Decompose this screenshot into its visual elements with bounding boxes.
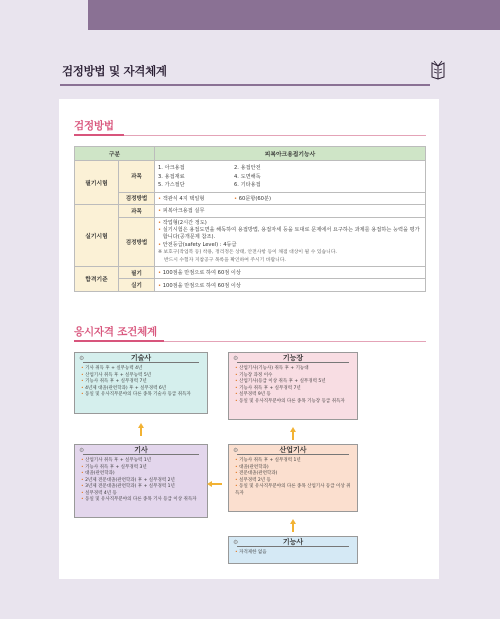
list-item: • 기능사 취득 후 + 실무경력 3년	[81, 465, 201, 472]
list-item: • 4년제 대졸(관련학과) 후 + 실무경력 6년	[81, 386, 201, 393]
arrow-up-icon-stem	[292, 524, 294, 532]
exam-section-title: 검정방법	[74, 120, 114, 132]
list-item: • 대졸(관련학과)	[81, 471, 201, 478]
qual-box-master	[74, 352, 208, 414]
list-item: • 자격제한 없음	[235, 550, 351, 557]
table-col-label: 구분	[75, 147, 155, 161]
qual-box-engineer	[74, 444, 208, 518]
written-group-label: 필기시험	[75, 160, 119, 205]
list-item: 3. 용접재료	[158, 173, 185, 180]
list-item: • 동일 및 유사직무분야의 다른 종목 기사 등급 이상 취득자	[81, 497, 201, 504]
list-item: • 기능사 취득 후 + 실무경력 7년	[81, 379, 201, 386]
qual-box-title: 기능장	[279, 354, 307, 362]
top-banner	[88, 0, 500, 30]
list-item: • 동일 및 유사직무분야의 다른 종목 기술사 등급 취득자	[81, 392, 201, 399]
pass-written-label: 필기	[119, 266, 155, 279]
practical-method-2: 실기시험은 용접도면을 해독하여 용접방법, 용접자세 등을 토대로 문제에서 요구하는 과제를 용접하는 능력을 평가합니다(공개문제 참조).	[162, 226, 420, 241]
table-col-title: 피복아크용접기능사	[155, 147, 426, 161]
list-item: • 산업기사 취득 후 + 실무능력 5년	[81, 373, 201, 380]
practical-note-2: 반드시 수험자 지참공구 목록을 확인하여 주시기 바랍니다.	[164, 257, 286, 263]
table-row	[75, 266, 426, 279]
page-title: 검정방법 및 자격체계	[62, 64, 167, 78]
practical-method-cell: • 작업형(2시간 정도) • 실기시험은 용접도면을 해독하여 용접방법, 용접자세 등을 토대로 문제에서 요구하는 과제를 용접하는 능력을 평가합니다(공개문제 참조). • 안전등급(safety Level) : 4등급 ※ 보호구(작업복 등) 착용, 정리정돈 상태, 안전사항 등이 채점 대상이 될 수 있습니다. 반드시 수험자 지참공구 목록을 확인하여 주시기 바랍니다.	[155, 217, 426, 266]
arrow-up-icon	[290, 427, 296, 432]
list-item: • 기사 취득 후 + 실무능력 4년	[81, 366, 201, 373]
list-item: 1. 아크용접	[158, 165, 185, 172]
exam-method-table	[74, 146, 426, 292]
arrow-up-icon	[290, 519, 296, 524]
qual-box-craftsman	[228, 536, 358, 564]
qual-section-rule-accent	[74, 340, 164, 342]
list-item: 5. 가스절단	[158, 181, 185, 188]
list-item: • 기능사 취득 후 + 실무경력 7년	[235, 386, 351, 393]
qual-box-title: 기사	[130, 446, 152, 454]
practical-note-1: ※ 보호구(작업복 등) 착용, 정리정돈 상태, 안전사항 등이 채점 대상이 될 수 있습니다.	[158, 250, 337, 256]
table-row	[75, 192, 426, 205]
book-icon	[430, 60, 446, 80]
list-item: 4. 도면해독	[234, 173, 261, 180]
gear-icon: ⚙	[233, 539, 239, 546]
written-method: 객관식 4지 택일형	[162, 195, 205, 202]
list-item: • 실무경력 9년 등	[235, 392, 351, 399]
table-row	[75, 160, 426, 192]
arrow-left-icon	[207, 481, 212, 487]
list-item: • 실무경력 2년 등	[235, 478, 351, 485]
exam-section-rule-accent	[74, 134, 124, 136]
qual-section-title: 응시자격 조건체계	[74, 326, 157, 338]
list-item: • 동일 및 유사직무분야의 다른 종목 산업기사 등급 이상 취득자	[235, 484, 351, 497]
list-item: 2. 용접안전	[234, 165, 261, 172]
gear-icon: ⚙	[79, 355, 85, 362]
title-rule	[60, 84, 430, 86]
written-method-label: 검정방법	[119, 192, 155, 205]
list-item: • 전문대졸(관련학과)	[235, 471, 351, 478]
written-subjects-cell	[155, 160, 426, 192]
gear-icon: ⚙	[79, 447, 85, 454]
list-item: • 대졸(관련학과)	[235, 465, 351, 472]
qual-box-title: 기술사	[127, 354, 155, 362]
list-item: • 기능장 과정 이수	[235, 373, 351, 380]
list-item: • 산업기사(기능사) 취득 후 + 기능대	[235, 366, 351, 373]
list-item: • 기능사 취득 후 + 실무경력 1년	[235, 458, 351, 465]
table-header-row	[75, 147, 426, 161]
practical-subject-label: 과목	[119, 205, 155, 218]
qual-box-industrial	[228, 444, 358, 512]
written-method-cell: • 객관식 4지 택일형 • 60문항(60분)	[155, 192, 426, 205]
list-item: • 산업기사 취득 후 + 실무능력 1년	[81, 458, 201, 465]
written-time: 60문항(60분)	[238, 195, 272, 202]
practical-subject-cell: • 피복아크용접 실무	[155, 205, 426, 218]
qual-box-title: 산업기사	[275, 446, 310, 454]
list-item: • 실무경력 4년 등	[81, 491, 201, 498]
list-item: • 2년제 전문대졸(관련학과) 후 + 실무경력 2년	[81, 478, 201, 485]
table-row	[75, 205, 426, 218]
pass-practical: 100점을 만점으로 하여 60점 이상	[162, 282, 241, 289]
list-item: • 동일 및 유사직무분야의 다른 종목 기능장 등급 취득자	[235, 399, 351, 406]
pass-written: 100점을 만점으로 하여 60점 이상	[162, 270, 241, 277]
exam-section-rule	[74, 135, 426, 136]
gear-icon: ⚙	[233, 355, 239, 362]
practical-method-1: 작업형(2시간 정도)	[162, 219, 207, 226]
arrow-up-icon	[138, 423, 144, 428]
list-item: 6. 기타용접	[234, 181, 261, 188]
list-item: • 산업기사(등급 이상 취득 후 + 실무경력 5년	[235, 379, 351, 386]
qual-box-title: 기능사	[279, 538, 307, 546]
practical-method-label: 검정방법	[119, 217, 155, 266]
pass-practical-cell: • 100점을 만점으로 하여 60점 이상	[155, 279, 426, 292]
qual-box-craft-master	[228, 352, 358, 420]
written-subject-label: 과목	[119, 160, 155, 192]
table-row	[75, 217, 426, 266]
list-item: • 3년제 전문대졸(관련학과) 후 + 실무경력 1년	[81, 484, 201, 491]
practical-subject: 피복아크용접 실무	[162, 208, 205, 215]
practical-group-label: 실기시험	[75, 205, 119, 267]
gear-icon: ⚙	[233, 447, 239, 454]
pass-group-label: 합격기준	[75, 266, 119, 291]
arrow-left-icon-stem	[212, 483, 222, 485]
pass-practical-label: 실기	[119, 279, 155, 292]
pass-written-cell: • 100점을 만점으로 하여 60점 이상	[155, 266, 426, 279]
arrow-up-icon-stem	[140, 428, 142, 436]
table-row	[75, 279, 426, 292]
arrow-up-icon-stem	[292, 432, 294, 440]
practical-method-3: 안전등급(safety Level) : 4등급	[162, 241, 237, 248]
